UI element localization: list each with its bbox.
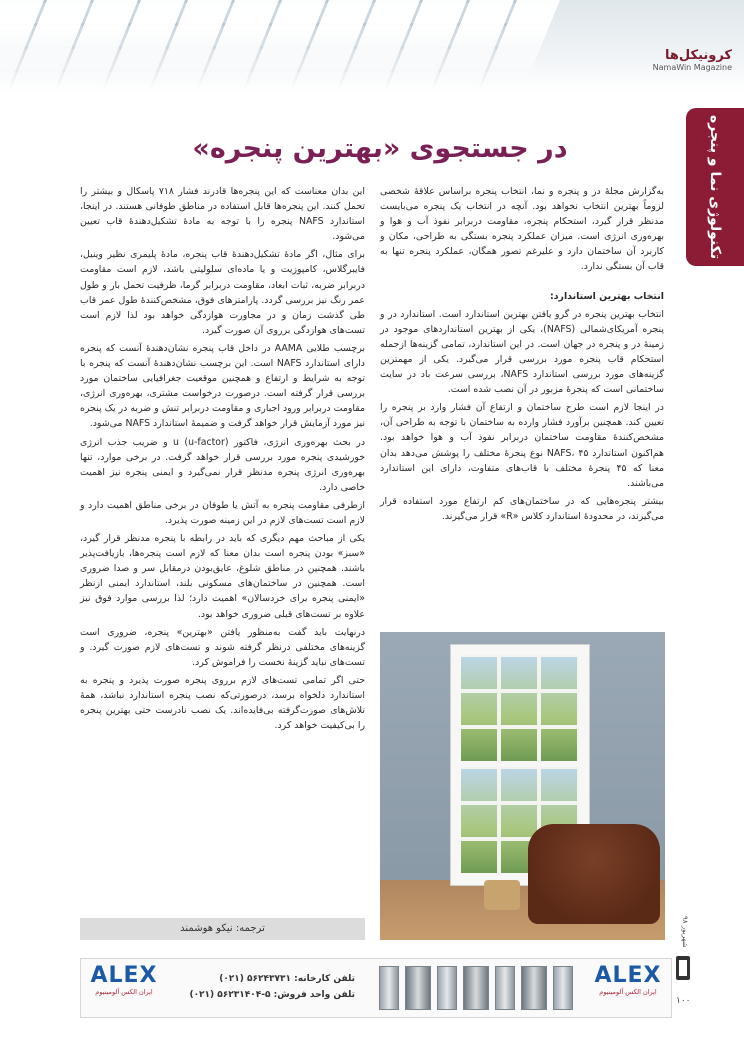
brand-subtitle: ایران الکس آلومینیوم [599,988,657,996]
section-tab [686,108,744,266]
profile-section [495,966,515,1010]
paragraph: بیشتر پنجره‌هایی که در ساختمان‌های کم ارتفاع مورد استفاده قرار می‌گیرند، در محدودهٔ استاندارد کلاس «R» قرار می‌گیرند. [380,495,664,522]
profile-section [405,966,431,1010]
paragraph: یکی از مباحث مهم دیگری که باید در رابطه با پنجره مدنظر قرار گیرد، «سبز» بودن پنجره است بدان معنا که لازم است پنجره‌ها، بازیافت‌پذیر باشند. همچنین در مناطق شلوغ، عایق‌بودن درمقابل سر و صدا ضروری است. همچنین در ساختمان‌های مسکونی بلند، استاندارد ایمنی ازنظر «ایمنی پنجره برای خردسالان» اهمیت دارد؛ لذا بررسی موارد فوق نیز علاوه بر تست‌های قبلی ضروری خواهد بود. [80,533,365,620]
brand-logo-right [591,963,665,1011]
header-block-pattern [0,0,560,92]
page-number: ۱۰۰ [676,996,691,1006]
logo-name-en: NamaWin Magazine [652,63,732,72]
contact-phones [165,971,355,1007]
brand-logo-left [87,963,161,1011]
profile-section [463,966,489,1010]
paragraph: انتخاب بهترین پنجره در گرو یافتن بهترین استاندارد است. استاندارد در و پنجره آمریکای‌شمالی (NAFS)، یکی از بهترین استانداردهای موجود در زمینهٔ در و پنجره در جهان است. در این استاندارد، تمامی گزینه‌ها ازجمله استحکام قاب پنجره مورد بررسی قرار می‌گیرد. یکی از مهمترین گزینه‌های مورد بررسی استاندارد NAFS، بررسی سرعت باد در سایت ساختمانی است که پنجرهٔ مزبور در آن نصب شده است. [380,308,664,396]
profile-section [437,966,457,1010]
window-upper-sash [461,655,579,761]
paragraph: این بدان معناست که این پنجره‌ها قادرند فشار ۷۱۸ پاسکال و بیشتر را تحمل کنند. این پنجره‌ها قابل استفاده در مناطق طوفانی هستند. در اینجا، استاندارد NAFS پنجره را با توجه به مادهٔ تشکیل‌دهندهٔ قاب تعیین می‌شود. [80,186,365,243]
right-column [380,184,664,527]
brand-subtitle: ایران الکس آلومینیوم [95,988,153,996]
profile-section [553,966,573,1010]
profile-section [521,966,547,1010]
header-background [0,0,744,92]
magazine-mark-icon [676,956,690,980]
left-column [80,184,365,736]
logo-name-fa: کرونیکل‌ها [665,48,732,63]
sales-phone: تلفن واحد فروش: ۵-۵۶۲۳۱۴۰۴ (۰۲۱) [189,990,355,1000]
brand-name: ALEX [594,963,662,988]
paragraph: برچسب طلایی AAMA در داخل قاب پنجره نشان‌دهندهٔ آنست که پنجره دارای استاندارد NAFS است. این برچسب نشان‌دهندهٔ آنست که پنجره با توجه به شرایط و ارتفاع و همچنین موقعیت جغرافیایی ساختمان مورد بررسی قرار گرفته است. درصورت درخواست مشتری، بهره‌وری انرژی، مقاومت دربرابر ورود اجباری و مقاومت دربرابر تنش و ضربه در یک پنجره نیز مورد آزمایش قرار خواهد گرفت و ضمیمهٔ استاندارد NAFS می‌شود. [80,342,366,430]
subheading: انتخاب بهترین استاندارد: [550,290,664,302]
paragraph: برای مثال، اگر مادهٔ تشکیل‌دهندهٔ قاب پنجره، مادهٔ پلیمری نظیر وینیل، فایبرگلاس، کامپوزیت و یا ماده‌ای سلولیتی باشد، لازم است مقاومت دربرابر ضربه، ثبات ابعاد، مقاومت دربرابر گرما، ظرفیت تحمل بار و طول عمر رنگ نیز بررسی گردد. پارامترهای فوق، مشخص‌کنندهٔ طول عمر قاب طی گذشت زمان و در مجاورت هوازدگی خواهد بود لذا لازم است تست‌های هوازدگی برروی آن صورت گیرد. [80,249,365,336]
magazine-logo [612,48,732,78]
intro-paragraph: به‌گزارش مجلهٔ در و پنجره و نما، انتخاب پنجره براساس علاقهٔ شخصی لزوماً بهترین انتخاب نخواهد بود. آنچه در انتخاب یک پنجره می‌بایست مدنظر قرار گیرد، استحکام پنجره، مقاومت دربرابر نفوذ آب و هوا و بهره‌وری انرژی است. میزان عملکرد پنجره بستگی به طراحی، مکان و کاربرد آن ساختمان دارد و علیرغم تصور همگان، عملکرد پنجره تنها به قاب آن بستگی ندارد. [380,186,664,273]
window-photo [380,632,665,940]
section-tab-label: تکنولوژی نما و پنجره [707,114,723,260]
basket [484,880,520,910]
paragraph: در اینجا لازم است طرح ساختمان و ارتفاع آن فشار وارد بر پنجره را تعیین کند. همچنین برآورد فشار وارده به ساختمان با توجه به طراحی آن، مشخص‌کنندهٔ مقاومت ساختمان دربرابر نفوذ آب و هوا خواهد بود. هم‌اکنون استاندارد NAFS، ۴۵ نوع پنجرهٔ مختلف را پوشش می‌دهد بدان معنا که ۴۵ پنجرهٔ مختلف با قاب‌های متفاوت، دارای این استاندارد می‌باشند. [380,402,664,489]
paragraph: ازطرفی مقاومت پنجره به آتش یا طوفان در برخی مناطق اهمیت دارد و لازم است تست‌های لازم در این زمینه صورت پذیرد. [80,499,365,526]
translator-credit: ترجمه: نیکو هوشمند [80,918,365,940]
leather-armchair [528,824,660,924]
paragraph: در بحث بهره‌وری انرژی، فاکتور u (u-factor) و ضریب جذب انرژی خورشیدی پنجره مورد بررسی قرار خواهد گرفت. در برخی موارد، تنها بهره‌وری انرژی پنجره مدنظر قرار نمی‌گیرد و ایمنی پنجره نیز اهمیت خاصی دارد. [80,436,366,493]
aluminium-profiles [371,965,581,1011]
article-title: در جستجوی «بهترین پنجره» [192,133,568,164]
footer-advertisement [80,958,672,1018]
paragraph: درنهایت باید گفت به‌منظور یافتن «بهترین» پنجره، ضروری است گزینه‌های مختلفی درنظر گرفته شوند و تست‌های لازم صورت گیرد. و تست‌های نباید گزینهٔ نخست را فراموش کرد. [80,626,365,668]
paragraph: حتی اگر تمامی تست‌های لازم برروی پنجره صورت پذیرد و پنجره به استاندارد دلخواه برسد، درصورتی‌که نصب پنجره استاندارد نباشد، همهٔ تلاش‌های صورت‌گرفته بی‌فایده‌اند. یک نصب نادرست حتی بهترین پنجره را بی‌کیفیت خواهد کرد. [80,674,365,732]
factory-phone: تلفن کارخانه: ۵۶۲۴۳۷۳۱ (۰۲۱) [219,974,355,984]
profile-section [379,966,399,1010]
brand-name: ALEX [90,963,158,988]
issue-label: شهریور ۹۸ [681,916,689,948]
